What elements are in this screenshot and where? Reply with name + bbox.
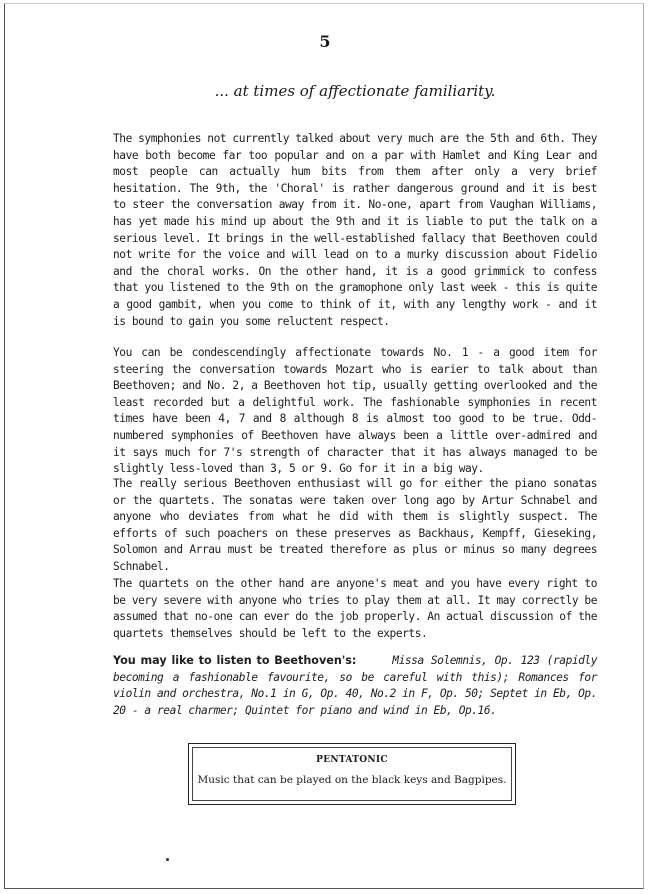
glossary-box (188, 743, 516, 805)
paragraph-quartets: The quartets on the other hand are anyone's meat and you have every right to be very severe with anyone who tries to play them at all. It may correctly be assumed that no-one can ever do the job properly. An actual discussion of the quartets themselves should be left to the experts. (113, 577, 597, 640)
listening-works: Missa Solemnis, Op. 123 (rapidly becoming a fashionable favourite, so be careful with this); Romances for violin and orchestra, No.1 in G, Op. 40, No.2 in F, Op. 50; Septet in Eb, Op. 20 - a real charmer; Quintet for piano and wind in Eb, Op.16. (113, 654, 597, 717)
paragraph-symphonies: The symphonies not currently talked about very much are the 5th and 6th. They have both become far too popular and on a par with Hamlet and King Lear and most people can actually hum bits from them after only a very brief hesitation. The 9th, the 'Choral' is rather dangerous ground and it is best to steer the conversation away from it. No-one, apart from Vaughan Williams, has yet made his mind up about the 9th and it is liable to put the talk on a serious level. It brings in the well-established fallacy that Beethoven could not write for the voice and will lead on to a murky discussion about Fidelio and the choral works. On the other hand, it is a good grimmick to confess that you listened to the 9th on the gramophone only last week - this is quite a good gambit, when you come to think of it, with any lengthy work - and it is bound to gain you some reluctent respect. (113, 132, 597, 328)
paragraph-early-symphonies: You can be condescendingly affectionate towards No. 1 - a good item for steering the conversation towards Mozart who is earier to talk about than Beethoven; and No. 2, a Beethoven hot tip, usually getting overlooked and the least recorded but a delightful work. The fashionable symphonies in recent times have been 4, 7 and 8 although 8 is almost too good to be true. Odd-numbered symphonies of Beethoven have always been a little over-admired and it says much for 7's strength of character that it has always managed to be slightly less-loved than 3, 5 or 9. Go for it in a big way. (113, 346, 597, 476)
section-subtitle: ... at times of affectionate familiarity. (214, 82, 496, 100)
stray-ink-dot (166, 858, 169, 861)
listening-recommendations (113, 653, 597, 719)
page-number: 5 (319, 32, 331, 51)
glossary-box-inner (192, 747, 512, 801)
glossary-definition: Music that can be played on the black keys and Bagpipes. (197, 774, 507, 786)
paragraph-sonatas: The really serious Beethoven enthusiast will go for either the piano sonatas or the quartets. The sonatas were taken over long ago by Artur Schnabel and anyone who deviates from what he did with them is slightly suspect. The efforts of such poachers on these preserves as Backhaus, Kempff, Gieseking, Solomon and Arrau must be treated therefore as plus or minus so many degrees Schnabel. (113, 477, 597, 573)
listening-lead: You may like to listen to Beethoven's: (113, 654, 357, 667)
glossary-term: PENTATONIC (316, 755, 388, 765)
